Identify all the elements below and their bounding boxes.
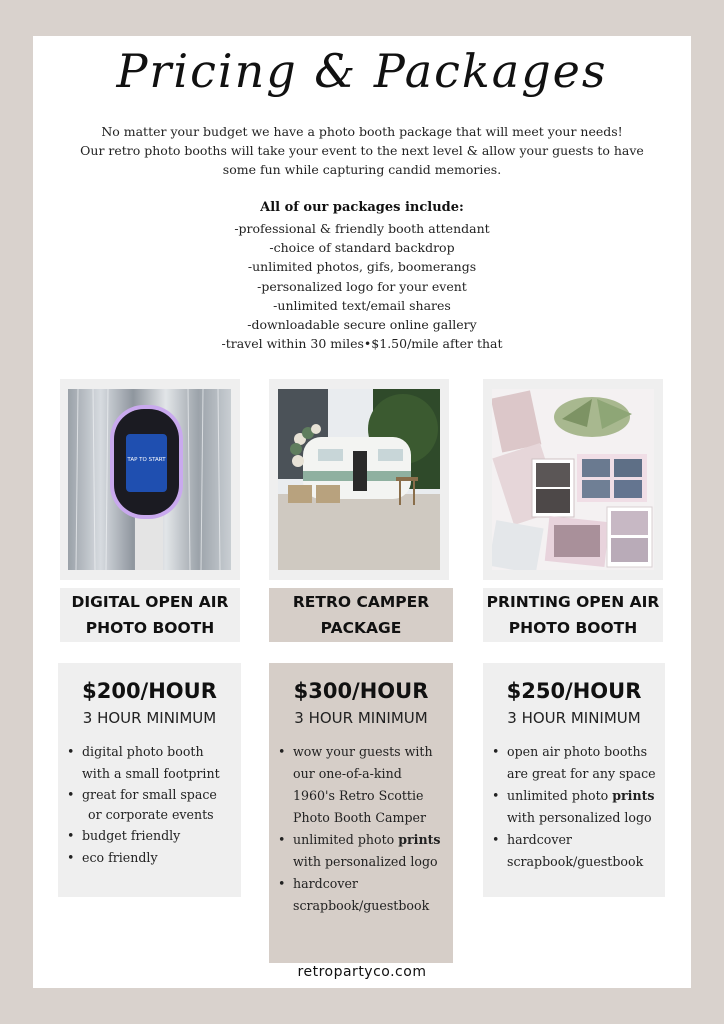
digital-booth-photo [68,389,231,570]
feature-item [507,785,665,829]
minimum-hours: 3 HOUR MINIMUM [82,709,217,727]
feature-item [82,847,241,869]
feature-line: or corporate events [88,807,214,822]
includes-item: -choice of standard backdrop [269,240,455,256]
feature-line: • eco friendly [82,850,158,865]
website-footer: retropartyco.com [297,964,427,980]
feature-line: • hardcover [507,832,572,847]
feature-line: • hardcover [293,876,358,891]
feature-item [507,741,665,785]
feature-item [82,741,241,785]
minimum-hours: 3 HOUR MINIMUM [294,709,428,727]
feature-line: • wow your guests with [293,744,433,759]
intro-text [63,122,661,179]
printing-booth-photo [492,389,654,570]
feature-list [269,741,453,917]
includes-item: -personalized logo for your event [257,278,467,294]
feature-line: • digital photo booth [82,744,204,759]
photo-frame-camper [269,379,449,580]
feature-item [293,829,453,873]
includes-item: -travel within 30 miles•$1.50/mile after that [221,336,503,352]
price: $300/HOUR [293,679,429,703]
photo-strips-illustration [492,389,654,570]
booth-screen-text: TAP TO START [127,457,166,463]
feature-text: unlimited photo [507,788,613,803]
digital-booth-illustration [68,389,231,570]
feature-line [293,829,453,851]
feature-line: are great for any space [507,766,656,781]
feature-item [82,785,241,825]
feature-line [507,785,665,807]
camper-illustration [278,389,440,570]
package-title-line: PACKAGE [320,619,402,637]
package-title-line: RETRO CAMPER [292,593,430,611]
price: $200/HOUR [82,679,217,703]
includes-item: -unlimited photos, gifs, boomerangs [247,259,477,275]
package-title-camper [269,588,453,642]
feature-line: • open air photo booths [507,744,648,759]
package-title-digital [60,588,240,642]
feature-emphasis: prints [612,788,655,803]
feature-list [483,741,665,873]
includes-list [33,219,691,353]
intro-line: Our retro photo booths will take your event to the next level & allow your guests to have [80,143,644,158]
intro-line: No matter your budget we have a photo booth package that will meet your needs! [101,124,623,139]
minimum-hours: 3 HOUR MINIMUM [507,709,641,727]
feature-item [293,741,453,829]
package-card-printing [483,663,665,897]
feature-item [82,825,241,847]
photo-frame-printing [483,379,663,580]
package-title-line: PHOTO BOOTH [85,619,215,637]
feature-line: scrapbook/guestbook [293,898,430,913]
includes-item: -unlimited text/email shares [273,297,451,313]
package-title-line: PHOTO BOOTH [508,619,638,637]
price: $250/HOUR [506,679,642,703]
feature-item [293,873,453,917]
feature-text: unlimited photo [293,832,399,847]
feature-line: • budget friendly [82,828,181,843]
package-title-line: PRINTING OPEN AIR [486,593,660,611]
feature-line: our one-of-a-kind [293,766,402,781]
feature-list [58,741,241,869]
feature-line: with personalized logo [507,810,652,825]
feature-line: with personalized logo [293,854,438,869]
package-title-line: DIGITAL OPEN AIR [71,593,229,611]
flyer-sheet [33,36,691,988]
photo-frame-digital [60,379,240,580]
page-title: Pricing & Packages [116,44,608,98]
includes-item: -professional & friendly booth attendant [234,221,490,236]
package-card-digital [58,663,241,897]
retro-camper-photo [278,389,440,570]
feature-line: • great for small space [82,787,217,802]
feature-line: scrapbook/guestbook [507,854,644,869]
feature-line: with a small footprint [82,766,220,781]
feature-line: Photo Booth Camper [293,810,427,825]
includes-item: -downloadable secure online gallery [247,317,477,333]
intro-line: some fun while capturing candid memories. [222,162,502,177]
package-title-printing [483,588,663,642]
feature-emphasis: prints [398,832,441,847]
includes-heading: All of our packages include: [260,200,464,215]
feature-line: 1960's Retro Scottie [293,788,424,803]
package-card-camper [269,663,453,963]
feature-item [507,829,665,873]
